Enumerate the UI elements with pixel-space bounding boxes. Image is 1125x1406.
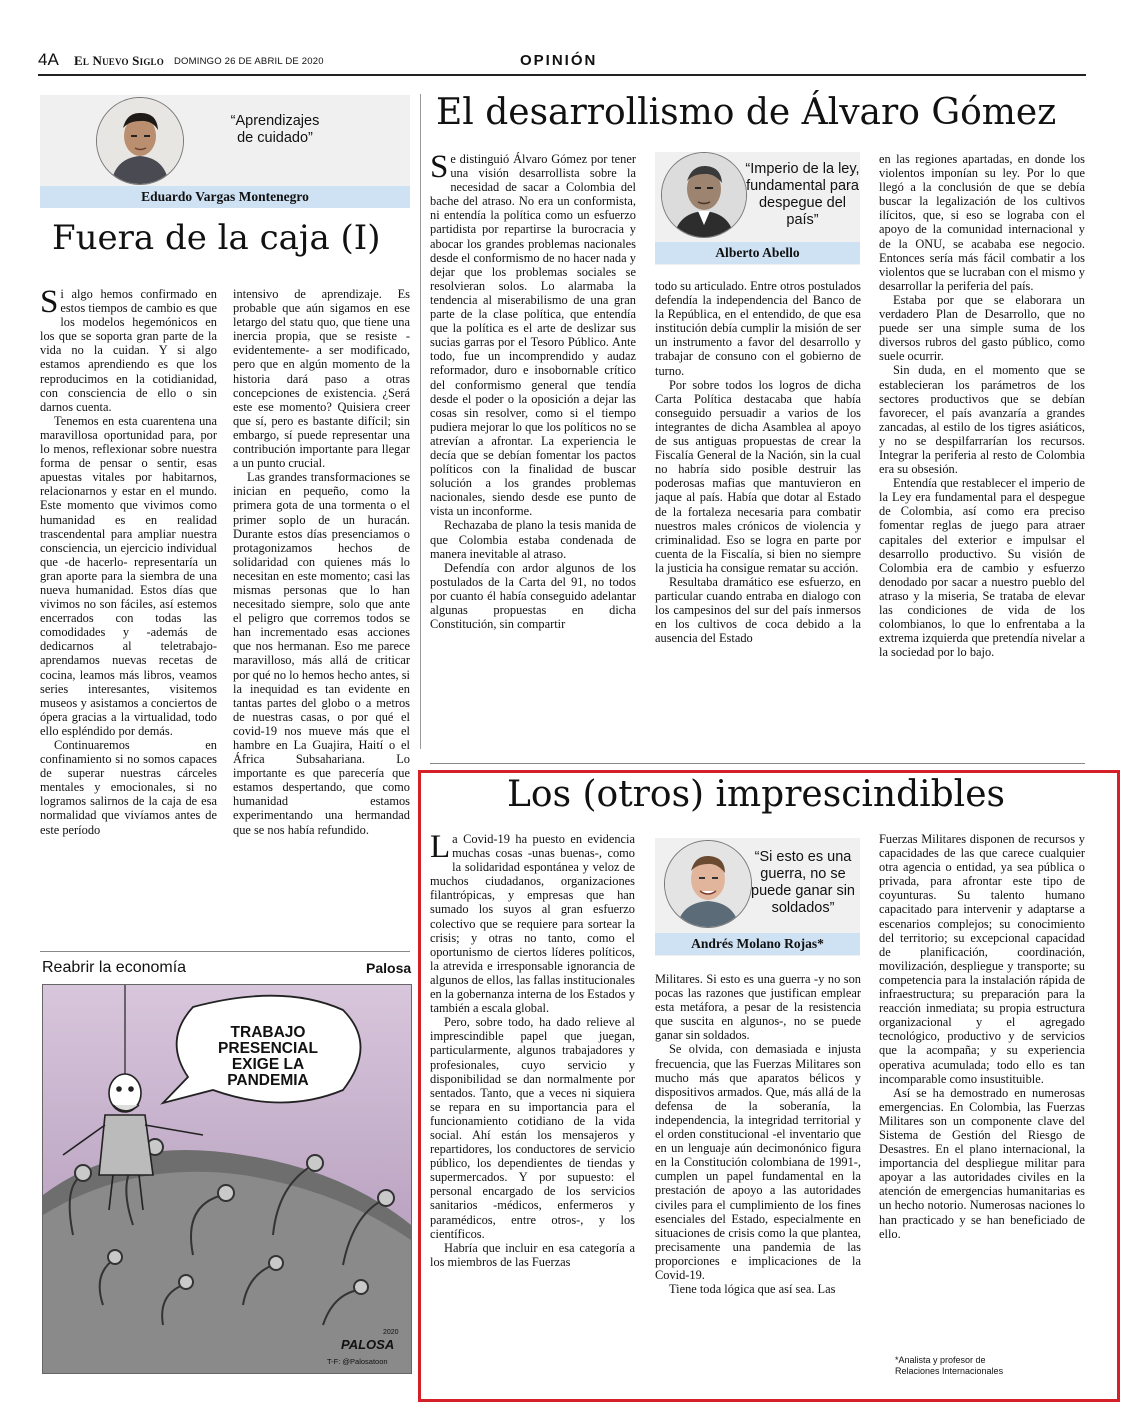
footnote-line: *Analista y profesor de xyxy=(895,1355,986,1365)
paragraph: Tenemos en esta cuarentena una maravillosa oportunidad para, por lo menos, reflexionar sobre nuestra forma de pensar o sentir, esas apuestas vitales por habitarnos, relacionarnos y estar en el mundo. Este momento que vivimos como humanidad es en realidad trascendental para ampliar nuestra consciencia, un ejercicio individual que -de hacerlo- representaría un gran aporte para la siembra de una nueva humanidad. Estos días que vivimos no son fáciles, así estemos encerrados con todas las comodidades y -además de dedicarnos al teletrabajo- aprendamos nuevas recetas de cocina, leamos más libros, veamos series interesantes, visitemos museos y asistamos a conciertos de ópera gracias a la virtualidad, todo ello espléndido por demás. xyxy=(40,413,217,738)
speech-bubble-text xyxy=(183,1025,353,1089)
bubble-line: PRESENCIAL xyxy=(218,1040,318,1057)
issue-date: DOMINGO 26 DE ABRIL DE 2020 xyxy=(174,56,324,67)
paragraph: Tiene toda lógica que así sea. Las xyxy=(669,1282,836,1297)
cartoon-top-rule xyxy=(40,951,410,952)
art3-pull-quote: “Si esto es una guerra, no se puede ganar sin soldados” xyxy=(751,849,855,916)
paragraph: Estaba por que se elaborara un verdadero Plan de Desarrollo, que no puede ser una simple suma de los diversos rubros del gasto público, como suele ocurrir. xyxy=(879,292,1085,364)
paragraph: a Covid-19 ha puesto en evidencia muchas cosas -unas buenas-, como la solidaridad espontánea y veloz de muchos ciudadanos, organizaciones filantrópicas, y empresas que han sumado los suyos al gran esfuerzo colectivo que se requiere para sortear la crisis; y otras no tanto, como el oportunismo de ciertos líderes políticos, la atrevida e irresponsable ignorancia de algunos de ellos, las fallas institucionales en la gobernanza interna de los Estados y también a escala global. xyxy=(430,832,635,1016)
paragraph: Las grandes transformaciones se inician en pequeño, como la primera gota de una tormenta o el primer soplo de un huracán. Durante estos días presenciamos o protagonizamos hechos de solidaridad con quienes más lo necesitan en este momento; casi las mismas personas que lo han necesitado siempre, solo que ante el peligro que corremos todos se han incrementado esas acciones que nos hermanan. Eso me parece maravilloso, más allá de criticar por qué no lo hemos hecho antes, si la inequidad es tan evidente en tantas partes del globo o a metros de nuestras casas, o por qué el covid-19 nos mueve más que el hambre en La Guajira, Haití o el África Subsahariana. Lo importante es que parecería que estamos despertando, que como humanidad estamos experimentando una hermandad que se nos había refundido. xyxy=(233,470,410,837)
art3-text-a xyxy=(430,832,635,1387)
column-divider xyxy=(420,94,421,749)
dropcap: L xyxy=(430,832,451,865)
art2-text-a xyxy=(430,152,636,752)
paragraph: Continuaremos en confinamiento si no somos capaces de superar nuestras cárceles mentales y emocionales, si no logramos salirnos de la caja de esa normalidad que vivíamos antes de este período xyxy=(40,738,217,837)
section-divider xyxy=(430,763,1085,764)
cartoon-illustration xyxy=(42,984,412,1374)
col1-article-title: Fuera de la caja (I) xyxy=(52,218,381,258)
paragraph: Defendía con ardor algunos de los postulados de la Carta del 91, no todos por cuanto él había conseguido adelantar algunas propuestas en dicha Constitución, sin compartir xyxy=(430,560,636,632)
paragraph: Militares. Si esto es una guerra -y no son pocas las razones que justifican emplear esta metáfora, a pesar de la resistencia que suscita en algunos-, no se puede ganar sin soldados. xyxy=(655,972,861,1043)
art2-pull-quote: “Imperio de la ley, fundamental para despegue del país” xyxy=(745,161,860,228)
newspaper-name: El Nuevo Siglo xyxy=(74,53,164,68)
section-title: OPINIÓN xyxy=(520,52,598,69)
art3-text-b xyxy=(655,972,861,1390)
art3-text-c xyxy=(879,832,1085,1352)
paragraph: todo su articulado. Entre otros postulados defendía la independencia del Banco de la República, en el entendido, de que esa institución debía cumplir la misión de ser un instrumento a favor del desarrollo y trabajar de consuno con el gobierno de turno. xyxy=(655,279,861,378)
cartoon-title: Reabrir la economía xyxy=(42,959,187,976)
paragraph: Pero, sobre todo, ha dado relieve al imprescindible papel que juegan, particularmente, algunos trabajadores y profesionales, cuyo servicio y disponibilidad se dan normalmente por sentados. Tanto, que a veces ni siquiera se repara en su importancia para el funcionamiento cotidiano de la vida social. Ahí están los mensajeros y repartidores, los conductores de servicio público, los dependientes de tiendas y supermercados. Y por supuesto: el personal encargado de los servicios sanitarios -médicos, enfermeros y paramédicos, entre otros-, y los científicos. xyxy=(430,1015,635,1241)
portrait-icon xyxy=(662,153,746,237)
cartoon-signature: PALOSA xyxy=(341,1337,395,1352)
paragraph: Resultaba dramático ese esfuerzo, en particular cuando entraba en dialogo con los campesinos del sur del país inmersos en los cultivos de coca debido a la ausencia del Estado xyxy=(655,574,861,646)
dropcap: S xyxy=(40,287,59,320)
art2-text-b xyxy=(655,279,861,749)
author-photo-molano xyxy=(664,840,752,928)
dropcap: S xyxy=(430,152,449,185)
art2-author-name: Alberto Abello xyxy=(655,242,860,264)
author-footnote xyxy=(895,1355,1085,1377)
cartoon-year: 2020 xyxy=(383,1329,399,1336)
cartoon-credit: T-F: @Palosatoon xyxy=(327,1357,388,1366)
art3-title: Los (otros) imprescindibles xyxy=(507,774,1005,815)
header-rule xyxy=(38,74,1086,76)
col1-author-name: Eduardo Vargas Montenegro xyxy=(40,186,410,208)
page-number: 4A xyxy=(38,50,59,69)
paragraph: e distinguió Álvaro Gómez por tener una visión desarrollista sobre la necesidad de sacar a Colombia del bache del atraso. No era un conformista, ni entendía la política como un esfuerzo partidista por repartirse la burocracia y abocar los grandes problemas nacionales desde el conformismo de no hacer nada y dejar que los problemas sociales se resolvieran solos. Lo alarmaba la tendencia al miserabilismo de una gran parte de la clase política, que entendía que la política es el arte de deslizar sus sucias garras por el Tesoro Público. Ante todo, fue un incomprendido y audaz reformador, duro e insobornable crítico del conformismo general que tendía desde el poder o la oposición a dejar las cosas sin resolver, como si el tiempo pudiera mejorar lo que los políticos no se atrevían a afrontar. La experiencia le decía que se debían fomentar los pactos políticos con la finalidad de buscar solución a los grandes problemas nacionales, siendo desde ese punto de vista un inconforme. xyxy=(430,152,636,519)
portrait-icon xyxy=(97,98,183,184)
paragraph: Por sobre todos los logros de dicha Carta Política destacaba que había conseguido persuadir a varios de los integrantes de dicha Asamblea al apoyo de sus antiguas propuestas de crear la Fiscalía General de la Nación, sin la cual no habría sido posible destruir las poderosas mafias que mantuvieron en jaque al país. Había que dotar al Estado de la fortaleza necesaria para combatir nuestros males crónicos de violencia y criminalidad. Eso se logra en parte por cuenta de la Fiscalía, si bien no siempre la justicia ha consigue rematar su acción. xyxy=(655,377,861,575)
paragraph: Habría que incluir en esa categoría a los miembros de las Fuerzas xyxy=(430,1240,635,1269)
art2-text-c xyxy=(879,152,1085,749)
paragraph: en las regiones apartadas, en donde los violentos imponían su ley. Por lo que llegó a la conclusión de que se debía buscar la legalización de los cultivos ilícitos, que, si eso se lograba con el apoyo de la comunidad internacional y de la ONU, se acababa ese negocio. Entonces sería más fácil combatir a los violentos que se lucraban con el mismo y desarrollar la periferia del país. xyxy=(879,152,1085,293)
bubble-line: TRABAJO xyxy=(230,1024,306,1041)
bubble-line: PANDEMIA xyxy=(227,1072,309,1089)
paragraph: Sin duda, en el momento que se establecieran los parámetros de los sectores productivos que se debían favorecer, el país avanzaría a grandes zancadas, al estilo de los tigres asiáticos, y no se despilfarrarían los recursos. Integrar la periferia al resto de Colombia era su obsesión. xyxy=(879,363,1085,477)
col1-text-a xyxy=(40,287,217,947)
paragraph: Rechazaba de plano la tesis manida de que Colombia estaba condenada de manera inevitable al atraso. xyxy=(430,518,636,561)
paragraph: Así se ha demostrado en numerosas emergencias. En Colombia, las Fuerzas Militares son un componente clave del Sistema de Gestión del Riesgo de Desastres. En el plano internacional, la importancia del despliegue militar para apoyar a las autoridades civiles en la atención de emergencias humanitarias es un hecho notorio. Numerosas naciones lo han practicado y se han beneficiado de ello. xyxy=(879,1085,1085,1241)
paragraph: Entendía que restablecer el imperio de la Ley era fundamental para el despegue de Colombia, así como era preciso fomentar reglas de juego para atraer capitales del exterior e impulsar el desarrollo productivo. Su visión de Colombia era de cambio y esfuerzo denodado por sacar a nuestro pueblo del atraso y la miseria, Se trataba de elevar las condiciones de vida de los colombianos, lo que lo enfrentaba a la extrema izquierda que pretendía nivelar a la sociedad por lo bajo. xyxy=(879,476,1085,660)
portrait-icon xyxy=(665,841,751,927)
col1-pull-quote: “Aprendizajes de cuidado” xyxy=(230,113,320,146)
art2-title: El desarrollismo de Álvaro Gómez xyxy=(436,92,1057,133)
paragraph: Se olvida, con demasiada e injusta frecuencia, que las Fuerzas Militares son mucho más que aparatos bélicos y dispositivos armados. Que, más allá de la defensa de la soberanía, la independencia, la integridad territorial y el orden constitucional -el inventario que en un lenguaje aún decimonónico figura en la Constitución colombiana de 1991-, cumplen un papel fundamental en la prestación de apoyo a las autoridades civiles para el cumplimiento de los fines esenciales del Estado, especialmente en situaciones de crisis como la que plantea, precisamente una pandemia de las proporciones e implicaciones de la Covid-19. xyxy=(655,1042,861,1282)
bubble-line: EXIGE LA xyxy=(231,1056,305,1073)
paragraph: i algo hemos confirmado en estos tiempos de cambio es que los modelos hegemónicos en los que se soporta gran parte de la vida no la cuidan. Y si algo estamos aprendiendo es que los reproducimos en la cotidianidad, con consciencia de ello o sin darnos cuenta. xyxy=(40,287,217,414)
col1-text-b xyxy=(233,287,410,947)
cartoon-author: Palosa xyxy=(366,960,412,976)
author-photo-vargas xyxy=(96,97,184,185)
author-photo-abello xyxy=(661,152,747,238)
paragraph: intensivo de aprendizaje. Es probable que aún sigamos en ese letargo del statu quo, que tiene una inercia propia, que se resiste -evidentemente- a ser modificado, pero que en algún momento de la historia dará paso a otras concepciones de existencia. ¿Será este ese momento? Quisiera creer que sí, pero es bastante difícil; sin embargo, sí puede representar una contribución importante para llegar a un punto crucial. xyxy=(233,287,410,471)
paragraph: Fuerzas Militares disponen de recursos y capacidades de las que carece cualquier otra agencia o entidad, ya sea pública o privada, para afrontar este tipo de coyunturas. Su talento humano capacitado para intervenir y adaptarse a escenarios complejos; su conocimiento del territorio; su excepcional capacidad de planificación, coordinación, movilización, despliegue y transporte; su competencia para la instalación rápida de infraestructura; su preparación para la reacción inmediata; su propia estructura organizacional y el agregado tecnológico, productivo y de servicios que la acompaña; y su experiencia operativa acumulada; todo ello es tan incomparable como insustituible. xyxy=(879,832,1085,1086)
art3-author-name: Andrés Molano Rojas* xyxy=(655,933,860,955)
footnote-line: Relaciones Internacionales xyxy=(895,1366,1004,1376)
